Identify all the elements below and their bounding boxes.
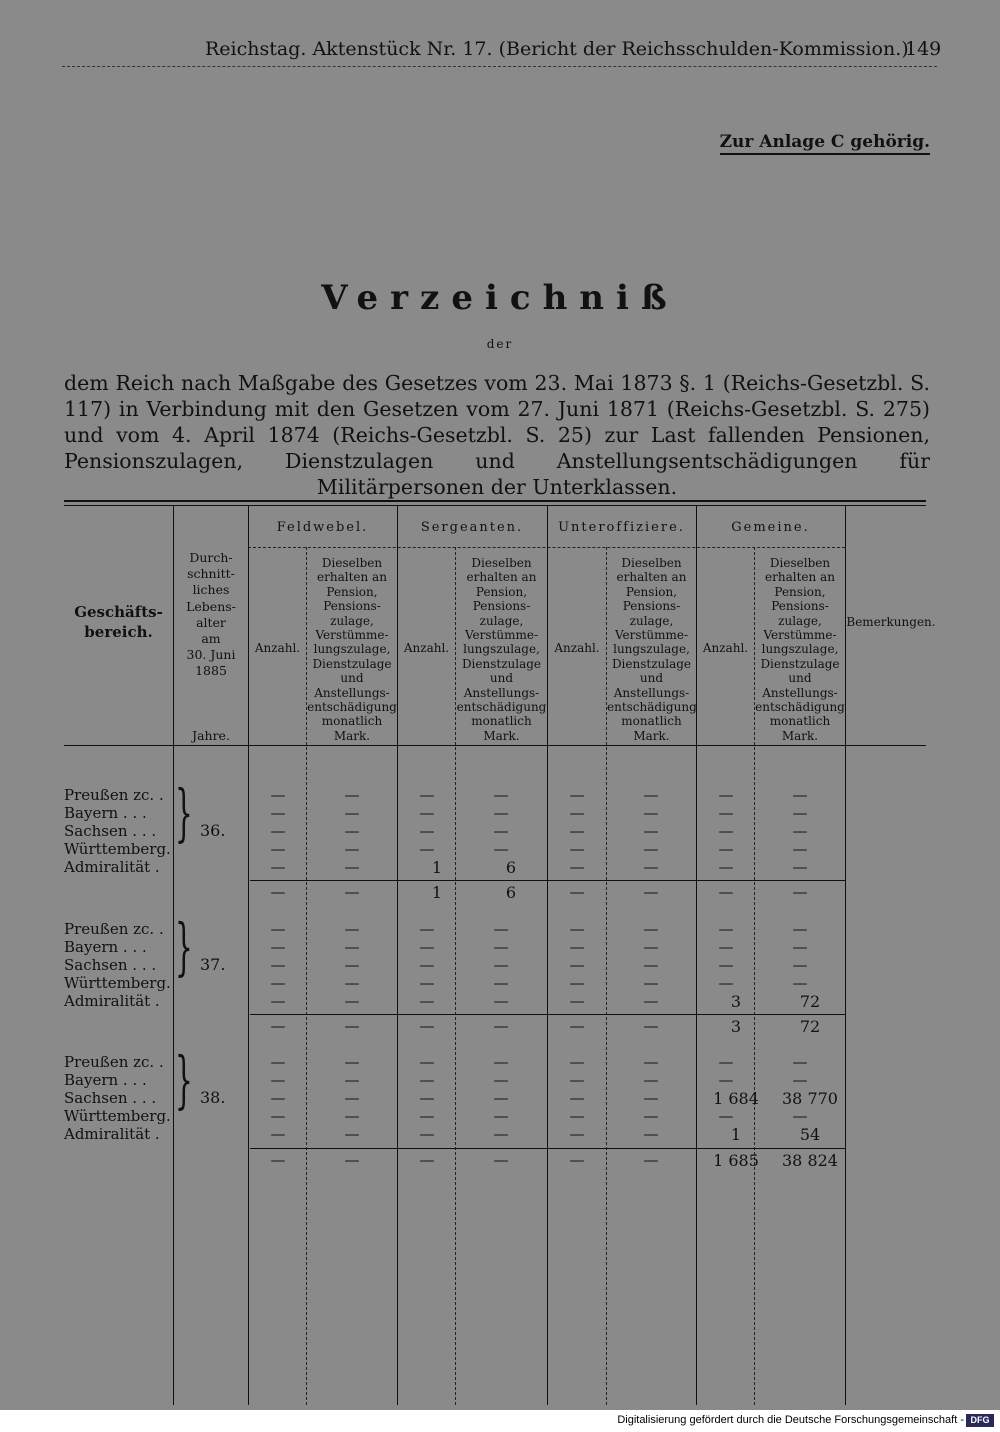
dash-cell: — [569,1089,585,1107]
value-cell: 3 [730,992,742,1011]
header-gemeine: Gemeine. [731,520,810,535]
dash-cell: — [344,1151,360,1169]
total-value: 72 [799,1017,821,1036]
header-bemerkungen: Bemerkungen. [846,615,936,629]
age-value: 37. [200,955,226,974]
value-cell: 54 [799,1125,821,1144]
dash-cell: — [569,1071,585,1089]
dash-cell: — [344,858,360,876]
dash-cell: — [493,1017,509,1035]
dash-cell: — [792,786,808,804]
header-amount: Dieselben erhalten an Pension, Pensions- zulage, Verstümme- lungszulage, Dienstzulage und Anstellungs- entschädigung monatlich [755,556,845,729]
dash-cell: — [344,1089,360,1107]
dash-cell: — [792,840,808,858]
dash-cell: — [643,883,659,901]
dash-cell: — [270,804,286,822]
dash-cell: — [718,1071,734,1089]
dash-cell: — [344,883,360,901]
total-rule [250,1148,845,1149]
dash-cell: — [569,1053,585,1071]
total-value: 6 [505,883,517,902]
dash-cell: — [419,1017,435,1035]
dash-cell: — [419,1053,435,1071]
header-anzahl: Anzahl. [702,641,749,655]
dash-cell: — [419,822,435,840]
header-amount-unit: Mark. [781,729,819,743]
dash-cell: — [419,992,435,1010]
dash-cell: — [643,1107,659,1125]
dash-cell: — [569,840,585,858]
col-divider [397,505,398,1405]
dash-cell: — [419,1071,435,1089]
dash-cell: — [419,974,435,992]
total-value: 1 685 [713,1151,759,1170]
dash-cell: — [493,786,509,804]
value-cell: 38 770 [782,1089,838,1108]
dash-cell: — [643,1071,659,1089]
dash-cell: — [792,956,808,974]
col-divider [547,505,548,1405]
header-bottom-rule [64,745,926,746]
region-label: Sachsen . . . [64,956,157,974]
dash-cell: — [569,956,585,974]
total-value: 3 [730,1017,742,1036]
header-amount-unit: Mark. [333,729,371,743]
dash-cell: — [270,840,286,858]
dash-cell: — [419,1089,435,1107]
dash-cell: — [643,974,659,992]
dash-cell: — [643,992,659,1010]
brace-glyph: } [175,910,193,983]
dash-cell: — [270,1053,286,1071]
dash-cell: — [718,956,734,974]
dash-cell: — [643,822,659,840]
dash-cell: — [718,822,734,840]
region-label: Bayern . . . [64,938,147,956]
dash-cell: — [792,1071,808,1089]
region-label: Württemberg. [64,840,171,858]
dash-cell: — [792,938,808,956]
dash-cell: — [569,1017,585,1035]
header-bereich: Geschäfts- bereich. [74,603,163,641]
header-alter-unit: Jahre. [192,728,230,743]
dash-cell: — [493,1071,509,1089]
dash-cell: — [419,1107,435,1125]
dash-cell: — [344,822,360,840]
header-anzahl: Anzahl. [254,641,301,655]
dash-cell: — [569,1125,585,1143]
dash-cell: — [792,883,808,901]
dash-cell: — [270,992,286,1010]
dash-cell: — [792,1053,808,1071]
dash-cell: — [270,1017,286,1035]
dash-cell: — [419,804,435,822]
header-sergeanten: Sergeanten. [420,520,524,535]
dash-cell: — [270,1071,286,1089]
col-divider [696,505,697,1405]
header-amount: Dieselben erhalten an Pension, Pensions- zulage, Verstümme- lungszulage, Dienstzulage und Anstellungs- entschädigung monatlich [456,556,547,729]
dash-cell: — [419,840,435,858]
header-anzahl: Anzahl. [554,641,600,655]
total-value: 1 [431,883,443,902]
header-amount: Dieselben erhalten an Pension, Pensions- zulage, Verstümme- lungszulage, Dienstzulage und Anstellungs- entschädigung monatlich [307,556,397,729]
dash-cell: — [344,1017,360,1035]
dash-cell: — [643,1017,659,1035]
header-amount-unit: Mark. [483,729,520,743]
dash-cell: — [344,974,360,992]
dash-cell: — [718,883,734,901]
dash-cell: — [270,920,286,938]
dash-cell: — [270,956,286,974]
dash-cell: — [344,938,360,956]
dash-cell: — [643,804,659,822]
dash-cell: — [270,858,286,876]
dash-cell: — [344,1053,360,1071]
region-label: Sachsen . . . [64,822,157,840]
total-value: 38 824 [782,1151,838,1170]
dfg-logo: DFG [966,1414,994,1427]
region-label: Preußen zc. . [64,786,164,804]
region-label: Preußen zc. . [64,1053,164,1071]
dash-cell: — [344,786,360,804]
footer-credit: Digitalisierung gefördert durch die Deutsche Forschungsgemeinschaft - [617,1414,964,1426]
dash-cell: — [792,858,808,876]
dash-cell: — [493,974,509,992]
dash-cell: — [344,840,360,858]
dash-cell: — [643,786,659,804]
dash-cell: — [718,858,734,876]
region-label: Admiralität . [64,1125,160,1143]
dash-cell: — [493,1053,509,1071]
dash-cell: — [419,1151,435,1169]
dash-cell: — [344,956,360,974]
header-unteroffiziere: Unteroffiziere. [558,520,685,535]
dash-cell: — [643,920,659,938]
table-top-rule [64,500,926,502]
dash-cell: — [643,840,659,858]
dash-cell: — [569,822,585,840]
dash-cell: — [718,974,734,992]
value-cell: 72 [799,992,821,1011]
dash-cell: — [569,883,585,901]
dash-cell: — [344,992,360,1010]
dash-cell: — [792,1107,808,1125]
dash-cell: — [493,920,509,938]
dash-cell: — [493,1107,509,1125]
brace-glyph: } [175,1043,193,1116]
col-divider [845,505,846,1405]
dash-cell: — [643,858,659,876]
annex-note: Zur Anlage C gehörig. [720,132,930,155]
total-rule [250,880,845,881]
dash-cell: — [792,822,808,840]
dash-cell: — [493,822,509,840]
dash-cell: — [569,974,585,992]
dash-cell: — [643,1151,659,1169]
header-anzahl: Anzahl. [403,641,450,655]
dash-cell: — [718,840,734,858]
header-alter: Durch- schnitt- liches Lebens- alter am 30. Juni 1885 [186,550,236,679]
dash-cell: — [270,786,286,804]
dash-cell: — [569,804,585,822]
dash-cell: — [270,974,286,992]
value-cell: 1 684 [713,1089,759,1108]
header-rule [62,66,937,68]
dash-cell: — [643,956,659,974]
page-number: 149 [905,38,942,60]
total-rule [250,1014,845,1015]
dash-cell: — [792,804,808,822]
dash-cell: — [344,1125,360,1143]
dash-cell: — [493,804,509,822]
dash-cell: — [643,1089,659,1107]
col-divider [248,505,249,1405]
dash-cell: — [792,974,808,992]
region-label: Admiralität . [64,858,160,876]
dash-cell: — [270,822,286,840]
document-title: Verzeichniß [321,278,679,318]
dash-cell: — [270,1107,286,1125]
dash-cell: — [344,1107,360,1125]
dash-cell: — [718,938,734,956]
table-top-rule-2 [64,505,926,506]
dash-cell: — [419,1125,435,1143]
dash-cell: — [718,920,734,938]
dash-cell: — [419,956,435,974]
intro-paragraph: dem Reich nach Maßgabe des Gesetzes vom 23. Mai 1873 §. 1 (Reichs-Gesetzbl. S. 117) in Verbindung mit den Gesetzen vom 27. Juni 1871 (Reichs-Gesetzbl. S. 275) und vom 4. April 1874 (Reichs-Gesetzbl. S. 25) zur Last fallenden Pensionen, Pensionszulagen, Dienstzulagen und Anstellungsentschädigungen für Militärpersonen der Unterklassen. [64,371,930,499]
dash-cell: — [493,1089,509,1107]
dash-cell: — [270,1089,286,1107]
dash-cell: — [493,1125,509,1143]
dash-cell: — [718,1107,734,1125]
value-cell: 6 [505,858,517,877]
dash-cell: — [643,1053,659,1071]
dash-cell: — [493,840,509,858]
age-value: 36. [200,821,226,840]
dash-cell: — [569,992,585,1010]
dash-cell: — [344,920,360,938]
region-label: Württemberg. [64,1107,171,1125]
dash-cell: — [493,1151,509,1169]
region-label: Bayern . . . [64,804,147,822]
region-label: Bayern . . . [64,1071,147,1089]
value-cell: 1 [730,1125,742,1144]
region-label: Admiralität . [64,992,160,1010]
title-connector: der [486,337,514,351]
dash-cell: — [270,1125,286,1143]
region-label: Preußen zc. . [64,920,164,938]
dash-cell: — [344,1071,360,1089]
dash-cell: — [718,804,734,822]
dash-cell: — [643,938,659,956]
dash-cell: — [493,938,509,956]
dash-cell: — [569,938,585,956]
dash-cell: — [270,938,286,956]
dash-cell: — [493,956,509,974]
dash-cell: — [270,883,286,901]
dash-cell: — [792,920,808,938]
region-label: Württemberg. [64,974,171,992]
header-feldwebel: Feldwebel. [276,520,369,535]
dash-cell: — [493,992,509,1010]
header-amount-unit: Mark. [633,729,670,743]
dash-cell: — [569,1151,585,1169]
brace-glyph: } [175,776,193,849]
age-value: 38. [200,1088,226,1107]
dash-cell: — [569,920,585,938]
dash-cell: — [718,1053,734,1071]
dash-cell: — [569,858,585,876]
dash-cell: — [643,1125,659,1143]
dash-cell: — [419,786,435,804]
dash-cell: — [344,804,360,822]
dash-cell: — [569,786,585,804]
running-header: Reichstag. Aktenstück Nr. 17. (Bericht der Reichsschulden-Kommission.) [205,38,909,60]
dash-cell: — [419,938,435,956]
dash-cell: — [569,1107,585,1125]
dash-cell: — [270,1151,286,1169]
region-label: Sachsen . . . [64,1089,157,1107]
value-cell: 1 [431,858,443,877]
dash-cell: — [419,920,435,938]
col-divider [173,505,174,1405]
dash-cell: — [718,786,734,804]
header-amount: Dieselben erhalten an Pension, Pensions- zulage, Verstümme- lungszulage, Dienstzulage und Anstellungs- entschädigung monatlich [607,556,697,729]
